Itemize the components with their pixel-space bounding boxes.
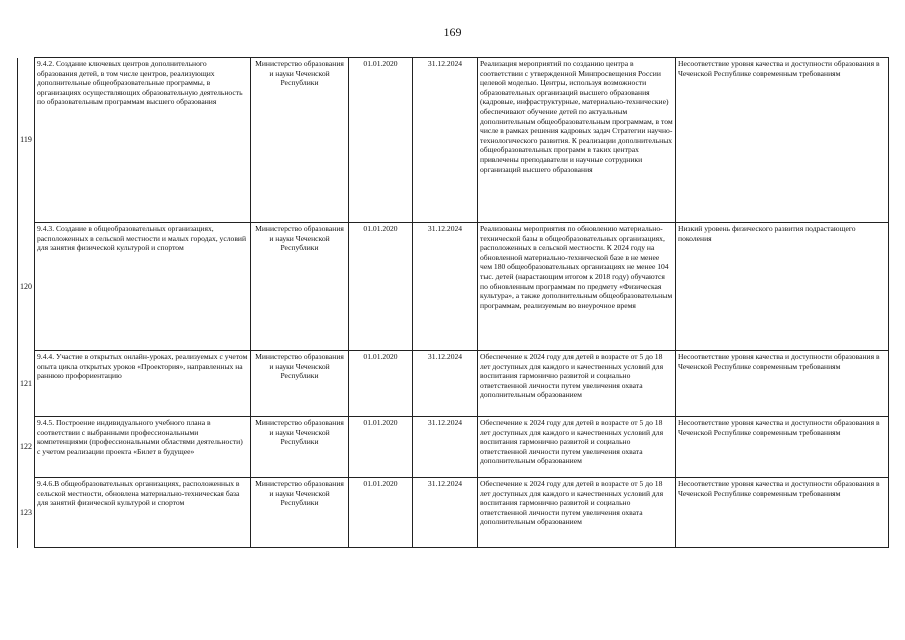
start-date-cell: 01.01.2020: [349, 417, 413, 478]
end-date-cell: 31.12.2024: [413, 417, 478, 478]
risk-cell: Низкий уровень физического развития подрастающего поколения: [676, 223, 889, 351]
table-row: [18, 417, 889, 478]
result-cell: Реализованы мероприятия по обновлению материально-технической базы в общеобразовательных организациях, расположенных в сельской местности. К 2024 году на обновленной материально-технической базе в не менее чем 180 общеобразовательных организациях не менее 104 тыс. детей (нарастающим итогом к 2018 году) обучаются по обновленным программам по предмету «Физическая культура», а также дополнительным общеобразовательным программам, реализуемым во внеурочное время: [478, 223, 676, 351]
executor-cell: Министерство образования и науки Чеченской Республики: [251, 58, 349, 223]
executor-cell: Министерство образования и науки Чеченской Республики: [251, 478, 349, 548]
result-cell: Обеспечение к 2024 году для детей в возрасте от 5 до 18 лет доступных для каждого и качественных условий для воспитания гармонично развитой и социально ответственной личности путем увеличения охвата дополнительным образованием: [478, 417, 676, 478]
start-date-cell: 01.01.2020: [349, 58, 413, 223]
row-number: 123: [18, 478, 35, 548]
executor-cell: Министерство образования и науки Чеченской Республики: [251, 417, 349, 478]
start-date-cell: 01.01.2020: [349, 351, 413, 417]
row-number: 120: [18, 223, 35, 351]
table-row: [18, 223, 889, 351]
end-date-cell: 31.12.2024: [413, 58, 478, 223]
result-cell: Обеспечение к 2024 году для детей в возрасте от 5 до 18 лет доступных для каждого и качественных условий для воспитания гармонично развитой и социально ответственной личности путем увеличения охвата дополнительным образованием: [478, 351, 676, 417]
table-row: [18, 478, 889, 548]
executor-cell: Министерство образования и науки Чеченской Республики: [251, 223, 349, 351]
page-number: 169: [443, 25, 462, 39]
event-cell: 9.4.3. Создание в общеобразовательных организациях, расположенных в сельской местности и малых городах, условий для занятия физической культурой и спортом: [35, 223, 251, 351]
result-cell: Реализация мероприятий по созданию центра в соответствии с утвержденной Минпросвещения России целевой моделью. Центры, используя возможности образовательных организаций высшего образования (кадровые, инфраструктурные, материально-технические) обеспечивают обучение детей по актуальным дополнительным общеобразовательным программам, в том числе в рамках решения кадровых задач Стратегии научно-технологического развития. К реализации дополнительных общеобразовательных программ в таких центрах привлечены преподаватели и научные сотрудники организаций высшего образования: [478, 58, 676, 223]
event-cell: 9.4.6.В общеобразовательных организациях, расположенных в сельской местности, обновлена материально-техническая база для занятий физической культурой и спортом: [35, 478, 251, 548]
executor-cell: Министерство образования и науки Чеченской Республики: [251, 351, 349, 417]
start-date-cell: 01.01.2020: [349, 223, 413, 351]
risk-cell: Несоответствие уровня качества и доступности образования в Чеченской Республике современным требованиям: [676, 351, 889, 417]
risk-cell: Несоответствие уровня качества и доступности образования в Чеченской Республике современным требованиям: [676, 417, 889, 478]
row-number: 119: [18, 58, 35, 223]
end-date-cell: 31.12.2024: [413, 351, 478, 417]
event-cell: 9.4.5. Построение индивидуального учебного плана в соответствии с выбранными профессиональными компетенциями (профессиональными областями деятельности) с учетом реализации проекта «Билет в будущее»: [35, 417, 251, 478]
table-row: [18, 58, 889, 223]
end-date-cell: 31.12.2024: [413, 478, 478, 548]
event-cell: 9.4.4. Участие в открытых онлайн-уроках, реализуемых с учетом опыта цикла открытых уроков «Проектория», направленных на раннюю профориентацию: [35, 351, 251, 417]
risk-cell: Несоответствие уровня качества и доступности образования в Чеченской Республике современным требованиям: [676, 58, 889, 223]
row-number: 121: [18, 351, 35, 417]
measures-table: [17, 57, 889, 548]
risk-cell: Несоответствие уровня качества и доступности образования в Чеченской Республике современным требованиям: [676, 478, 889, 548]
row-number: 122: [18, 417, 35, 478]
result-cell: Обеспечение к 2024 году для детей в возрасте от 5 до 18 лет доступных для каждого и качественных условий для воспитания гармонично развитой и социально ответственной личности путем увеличения охвата дополнительным образованием: [478, 478, 676, 548]
start-date-cell: 01.01.2020: [349, 478, 413, 548]
table-row: [18, 351, 889, 417]
event-cell: 9.4.2. Создание ключевых центров дополнительного образования детей, в том числе центров, реализующих дополнительные общеобразовательные программы, в организациях осуществляющих образовательную деятельность по образовательным программам высшего образования: [35, 58, 251, 223]
end-date-cell: 31.12.2024: [413, 223, 478, 351]
